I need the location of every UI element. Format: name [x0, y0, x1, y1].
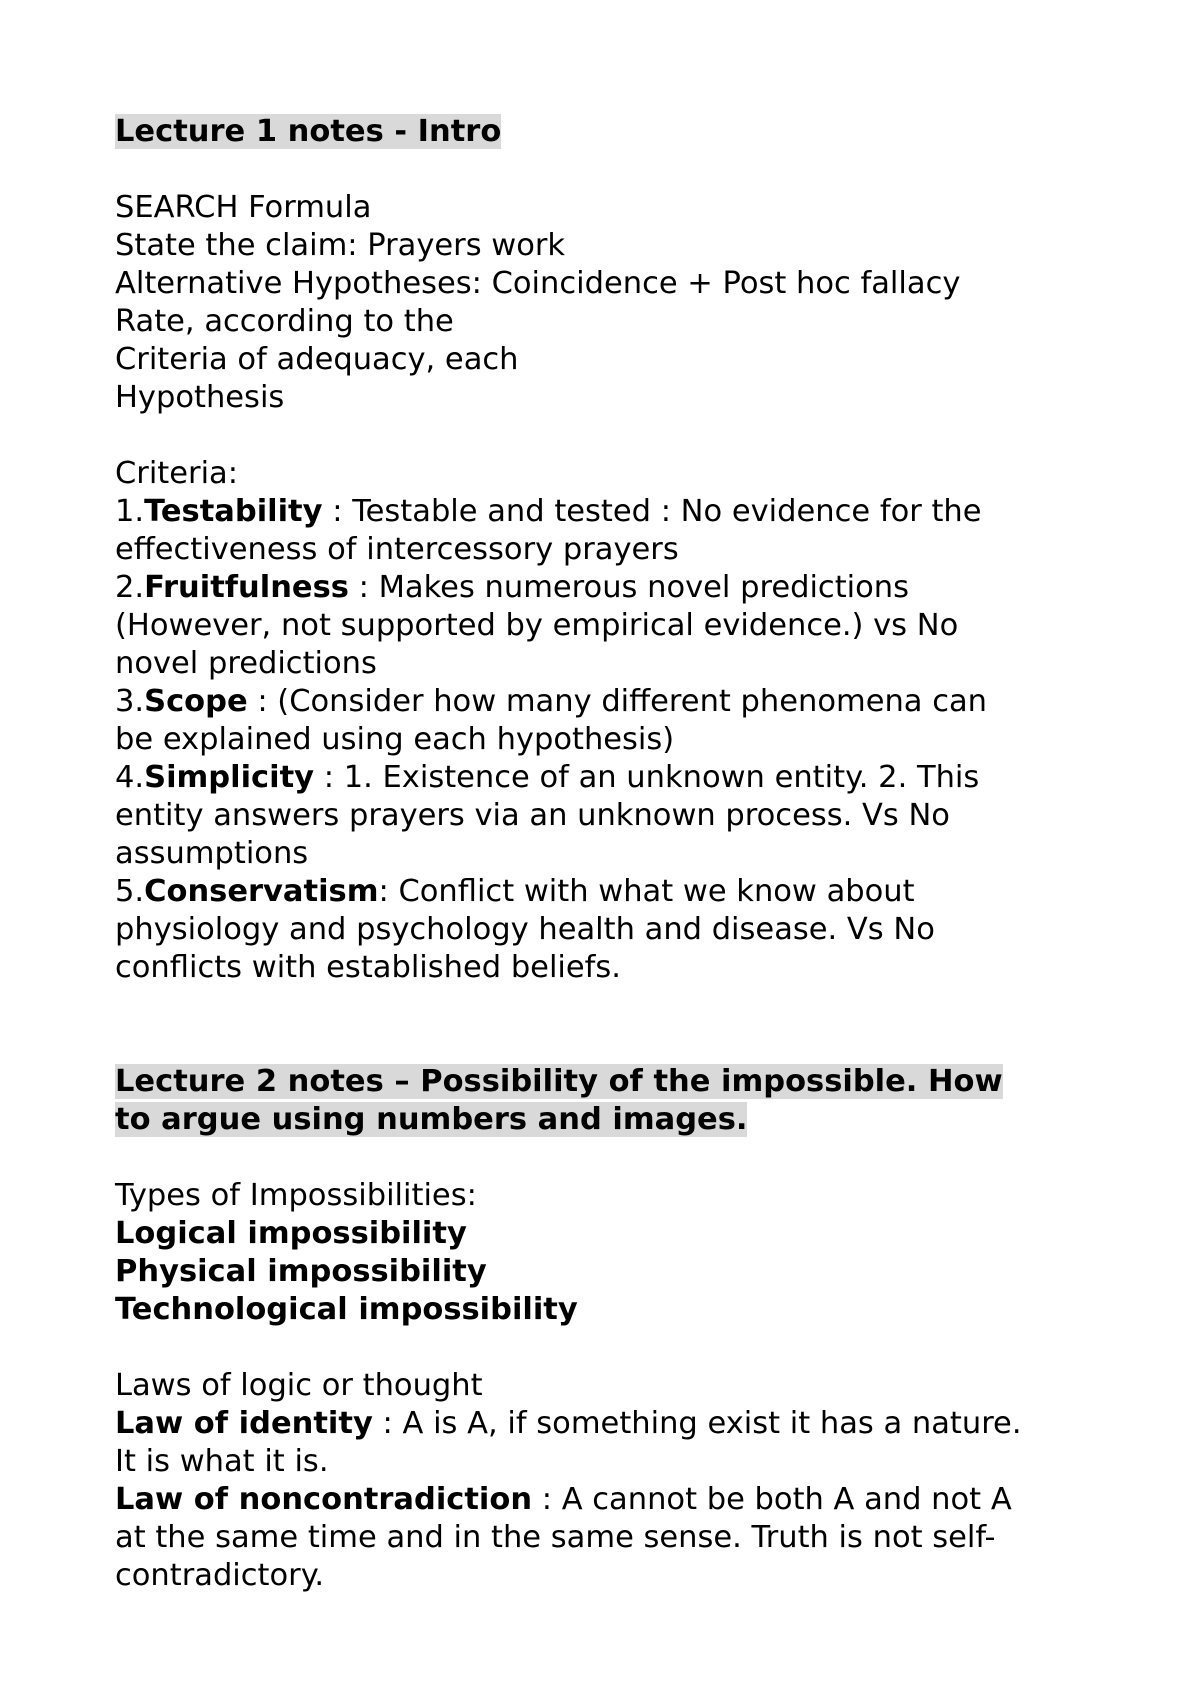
criterion-term: Simplicity — [144, 760, 315, 795]
lecture2-heading-line2: to argue using numbers and images. — [115, 1102, 748, 1137]
search-line: Alternative Hypotheses: Coincidence + Post hoc fallacy — [115, 266, 961, 301]
law-text: : A is A, if something exist it has a nature. — [372, 1406, 1022, 1441]
search-line: Hypothesis — [115, 380, 285, 415]
search-line: Rate, according to the — [115, 304, 454, 339]
criterion-text: : 1. Existence of an unknown entity. 2. This — [314, 760, 980, 795]
spacer — [115, 1139, 1115, 1177]
law-text: : A cannot be both A and not A — [532, 1482, 1012, 1517]
criterion-term: Fruitfulness — [144, 570, 349, 605]
law-item — [115, 1405, 1115, 1443]
lecture2-heading-wrap — [115, 1063, 1115, 1101]
lecture2-heading-wrap — [115, 1101, 1115, 1139]
criterion-text: : Testable and tested : No evidence for the — [322, 494, 982, 529]
lecture1-heading-wrap — [115, 113, 1115, 151]
types-label: Types of Impossibilities: — [115, 1178, 477, 1213]
criterion-number: 3. — [115, 684, 145, 719]
law-text: It is what it is. — [115, 1444, 329, 1479]
criterion-text: novel predictions — [115, 646, 377, 681]
spacer — [115, 417, 1115, 455]
impossibility-type: Technological impossibility — [115, 1292, 578, 1327]
lecture1-heading: Lecture 1 notes - Intro — [115, 114, 502, 149]
criterion-number: 5. — [115, 874, 145, 909]
spacer — [115, 151, 1115, 189]
criterion-text: physiology and psychology health and disease. Vs No — [115, 912, 935, 947]
criterion-text: : Makes numerous novel predictions — [348, 570, 910, 605]
criterion-term: Conservatism — [144, 874, 379, 909]
lecture2-heading-line1: Lecture 2 notes – Possibility of the impossible. How — [115, 1064, 1003, 1099]
criterion-text: effectiveness of intercessory prayers — [115, 532, 679, 567]
criterion-text: conflicts with established beliefs. — [115, 950, 621, 985]
criterion-text: assumptions — [115, 836, 309, 871]
impossibility-type: Logical impossibility — [115, 1216, 467, 1251]
law-text: contradictory. — [115, 1558, 325, 1593]
criterion-item — [115, 759, 1115, 797]
criterion-number: 1. — [115, 494, 145, 529]
criterion-item — [115, 873, 1115, 911]
criterion-item — [115, 569, 1115, 607]
criterion-number: 4. — [115, 760, 145, 795]
criterion-term: Testability — [144, 494, 323, 529]
criterion-term: Scope — [144, 684, 248, 719]
search-line: Criteria of adequacy, each — [115, 342, 519, 377]
law-item — [115, 1481, 1115, 1519]
criterion-text: : Conflict with what we know about — [378, 874, 915, 909]
search-line: State the claim: Prayers work — [115, 228, 566, 263]
law-term: Law of identity — [115, 1406, 373, 1441]
criterion-item — [115, 493, 1115, 531]
law-text: at the same time and in the same sense. Truth is not self- — [115, 1520, 996, 1555]
impossibility-type: Physical impossibility — [115, 1254, 487, 1289]
criterion-number: 2. — [115, 570, 145, 605]
search-line: SEARCH Formula — [115, 190, 372, 225]
document-page — [115, 113, 1115, 1595]
criterion-text: (However, not supported by empirical evidence.) vs No — [115, 608, 959, 643]
criteria-label: Criteria: — [115, 456, 239, 491]
criterion-text: entity answers prayers via an unknown process. Vs No — [115, 798, 950, 833]
criterion-item — [115, 683, 1115, 721]
spacer — [115, 987, 1115, 1063]
criterion-text: be explained using each hypothesis) — [115, 722, 675, 757]
spacer — [115, 1329, 1115, 1367]
law-term: Law of noncontradiction — [115, 1482, 533, 1517]
criterion-text: : (Consider how many different phenomena can — [247, 684, 987, 719]
laws-label: Laws of logic or thought — [115, 1368, 483, 1403]
